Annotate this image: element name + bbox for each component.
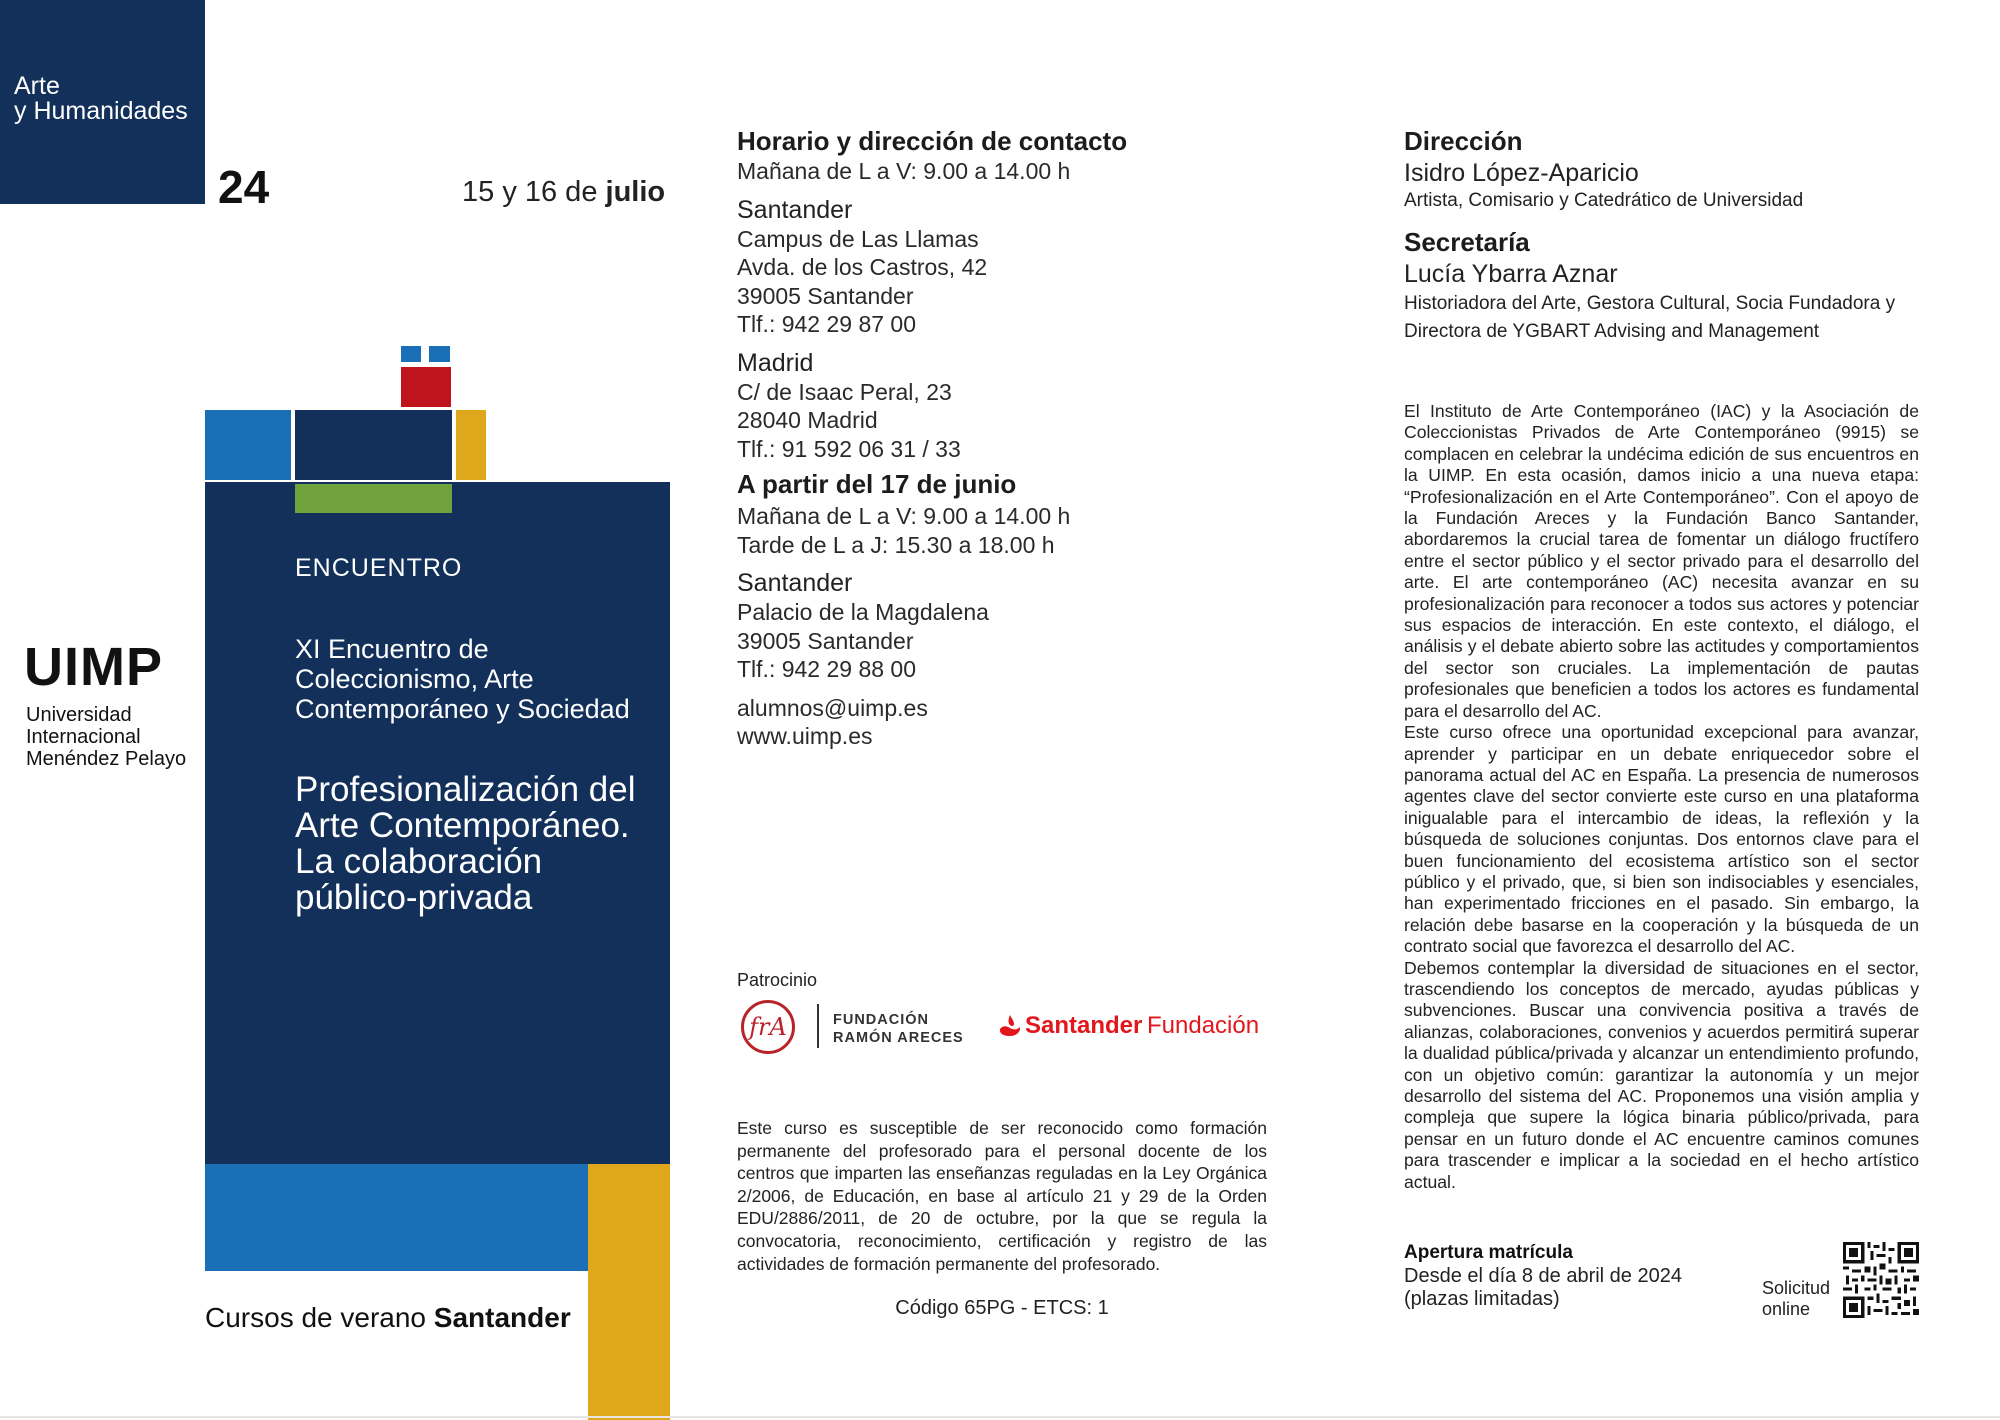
course-dates bbox=[462, 176, 666, 209]
santander-suffix: Fundación bbox=[1147, 1012, 1260, 1039]
enrollment-title: Apertura matrícula bbox=[1404, 1242, 1573, 1263]
area-line-2: y Humanidades bbox=[14, 97, 188, 125]
santander-flame-icon bbox=[997, 1013, 1023, 1039]
course-title: Profesionalización del Arte Contemporáneo. La colaboración público-privada bbox=[295, 770, 636, 917]
uimp-full-name bbox=[26, 704, 186, 770]
from-date-heading: A partir del 17 de junio bbox=[737, 469, 1017, 499]
course-dates-prefix: 15 y 16 de bbox=[462, 176, 598, 208]
description-paragraph: Este curso ofrece una oportunidad excepcional para avanzar, aprender y participar en un debate enriquecedor sobre el panorama actual del AC en España. La presencia de numerosos agentes clave del sector convierte este curso en una plataforma inigualable para el intercambio de ideas, la reflexión y la búsqueda de soluciones conjuntas. Dos entornos clave para el buen funcionamiento del ecosistema artístico son el sector público y el privado, que, si bien son indisociables y esenciales, han experimentado fricciones en el pasado. Sin embargo, la relación debe basarse en la cooperación y la búsqueda de un contrato social que favorezca el desarrollo del AC. bbox=[1404, 722, 1919, 957]
accreditation-note: Este curso es susceptible de ser reconocido como formación permanente del profesorado para el personal docente de los centros que imparten las enseñanzas reguladas en la Ley Orgánica 2/2006, de Educación, en base al artículo 21 y 29 de la Orden EDU/2886/2011, de 20 de octubre, por la que se regula la convocatoria, reconocimiento, certificación y registro de las actividades de formación permanente del profesorado. bbox=[737, 1118, 1267, 1274]
address-line: C/ de Isaac Peral, 23 bbox=[737, 378, 952, 405]
uimp-name-line: Universidad bbox=[26, 704, 132, 726]
address-line: Palacio de la Magdalena bbox=[737, 599, 989, 625]
secretary-heading: Secretaría bbox=[1404, 227, 1530, 257]
course-type-label: ENCUENTRO bbox=[295, 554, 463, 582]
address-line: Avda. de los Castros, 42 bbox=[737, 254, 988, 280]
online-line: online bbox=[1762, 1299, 1811, 1319]
course-code: Código 65PG - ETCS: 1 bbox=[895, 1297, 1109, 1319]
deco-small-blue-right bbox=[429, 346, 450, 362]
deco-blue-block bbox=[205, 410, 291, 480]
deco-green-bar bbox=[295, 484, 452, 513]
contact-city-santander-2: Santander bbox=[737, 569, 853, 597]
deco-red-block bbox=[401, 367, 451, 407]
phone-line: Tlf.: 91 592 06 31 / 33 bbox=[737, 435, 961, 462]
direction-section bbox=[1404, 126, 1919, 346]
contact-section bbox=[737, 126, 1297, 751]
summer-courses-label bbox=[205, 1302, 571, 1334]
phone-line: Tlf.: 942 29 87 00 bbox=[737, 311, 917, 337]
online-line: Solicitud bbox=[1762, 1278, 1831, 1298]
contact-city-madrid: Madrid bbox=[737, 348, 814, 377]
deco-small-blue-left bbox=[401, 346, 421, 362]
director-role: Artista, Comisario y Catedrático de Universidad bbox=[1404, 190, 1804, 211]
direction-heading: Dirección bbox=[1404, 126, 1523, 156]
uimp-name-line: Internacional bbox=[26, 726, 141, 748]
email-link[interactable]: alumnos@uimp.es bbox=[737, 694, 928, 721]
areces-mark-text: frA bbox=[749, 1013, 787, 1041]
web-link[interactable]: www.uimp.es bbox=[737, 723, 873, 749]
course-dates-month: julio bbox=[605, 176, 666, 208]
enrollment-line: (plazas limitadas) bbox=[1404, 1288, 1560, 1310]
address-line: Campus de Las Llamas bbox=[737, 225, 979, 252]
course-subtitle: XI Encuentro de Coleccionismo, Arte Contemporáneo y Sociedad bbox=[295, 634, 630, 724]
area-line-1: Arte bbox=[14, 72, 60, 100]
contact-hours: Mañana de L a V: 9.00 a 14.00 h bbox=[737, 158, 1071, 184]
summer-prefix: Cursos de verano bbox=[205, 1302, 427, 1333]
enrollment-details bbox=[1404, 1265, 1682, 1311]
hours-line: Tarde de L a J: 15.30 a 18.00 h bbox=[737, 531, 1055, 558]
phone-line: Tlf.: 942 29 88 00 bbox=[737, 656, 917, 682]
address-line: 28040 Madrid bbox=[737, 407, 878, 433]
areces-name-line: RAMÓN ARECES bbox=[833, 1030, 964, 1046]
description-paragraph: El Instituto de Arte Contemporáneo (IAC) y la Asociación de Coleccionistas Privados de Arte Contemporáneo (9915) se complacen en celebrar la undécima edición de sus encuentros en la UIMP. En esta ocasión, damos inicio a una nueva etapa: “Profesionalización en el Arte Contemporáneo”. Con el apoyo de la Fundación Areces y la Fundación Banco Santander, abordaremos la crucial tarea de fomentar un diálogo fructífero entre el sector público y el sector privado para el desarrollo del arte. El arte contemporáneo (AC) necesita avanzar en su profesionalización para reconocer a todos sus actores y potenciar sus espacios de interacción. En este contexto, el diálogo, el análisis y el debate abierto sobre las actitudes y comportamientos del sector son cruciales. La implementación de pautas profesionales que beneficien a todos los actores es fundamental para el desarrollo del AC. bbox=[1404, 401, 1919, 721]
bottom-divider bbox=[0, 1416, 2000, 1418]
uimp-logo-wordmark: UIMP bbox=[24, 637, 163, 697]
areces-divider bbox=[817, 1004, 819, 1048]
area-label bbox=[14, 74, 188, 124]
santander-brand: Santander bbox=[1025, 1012, 1143, 1039]
hours-line: Mañana de L a V: 9.00 a 14.00 h bbox=[737, 503, 1071, 529]
secretary-name: Lucía Ybarra Aznar bbox=[1404, 260, 1618, 288]
areces-name-line: FUNDACIÓN bbox=[833, 1012, 929, 1028]
contact-city-santander: Santander bbox=[737, 195, 853, 224]
enrollment-line: Desde el día 8 de abril de 2024 bbox=[1404, 1265, 1682, 1287]
address-line: 39005 Santander bbox=[737, 627, 914, 654]
course-panel bbox=[205, 482, 670, 1164]
secretary-role: Historiadora del Arte, Gestora Cultural, Socia Fundadora y Directora de YGBART Advising and Management bbox=[1404, 293, 1896, 342]
sponsor-label: Patrocinio bbox=[737, 970, 818, 990]
address-line: 39005 Santander bbox=[737, 282, 914, 309]
course-number: 24 bbox=[218, 161, 270, 213]
area-tab bbox=[0, 0, 205, 204]
qr-code-icon[interactable] bbox=[1843, 1242, 1919, 1318]
summer-city: Santander bbox=[433, 1302, 571, 1333]
deco-bottom-blue bbox=[205, 1164, 588, 1271]
areces-name bbox=[833, 1011, 964, 1047]
director-name: Isidro López-Aparicio bbox=[1404, 159, 1639, 187]
description-paragraph: Debemos contemplar la diversidad de situaciones en el sector, trascendiendo los conceptos de mercado, ayudas públicas y subvenciones. Buscar una convivencia positiva a través de alianzas, colaboraciones, convenios y acuerdos permitirá superar la dualidad pública/privada y alcanzar un entendimiento profundo, con un objetivo común: garantizar la autonomía y un mejor desarrollo del sistema del AC. Proponemos una visión amplia y compleja que supere la lógica binaria público/privada, para pensar en un futuro donde el AC encuentre caminos comunes para trascender e implicar a la sociedad en el hecho artístico actual. bbox=[1404, 957, 1919, 1192]
areces-mark-icon bbox=[741, 1000, 795, 1054]
deco-navy-block bbox=[295, 410, 452, 480]
deco-yellow-block bbox=[456, 410, 486, 480]
contact-heading: Horario y dirección de contacto bbox=[737, 126, 1128, 156]
online-application-label bbox=[1762, 1278, 1830, 1320]
deco-bottom-yellow bbox=[588, 1164, 670, 1420]
course-description bbox=[1404, 401, 1919, 1193]
uimp-name-line: Menéndez Pelayo bbox=[26, 748, 187, 770]
